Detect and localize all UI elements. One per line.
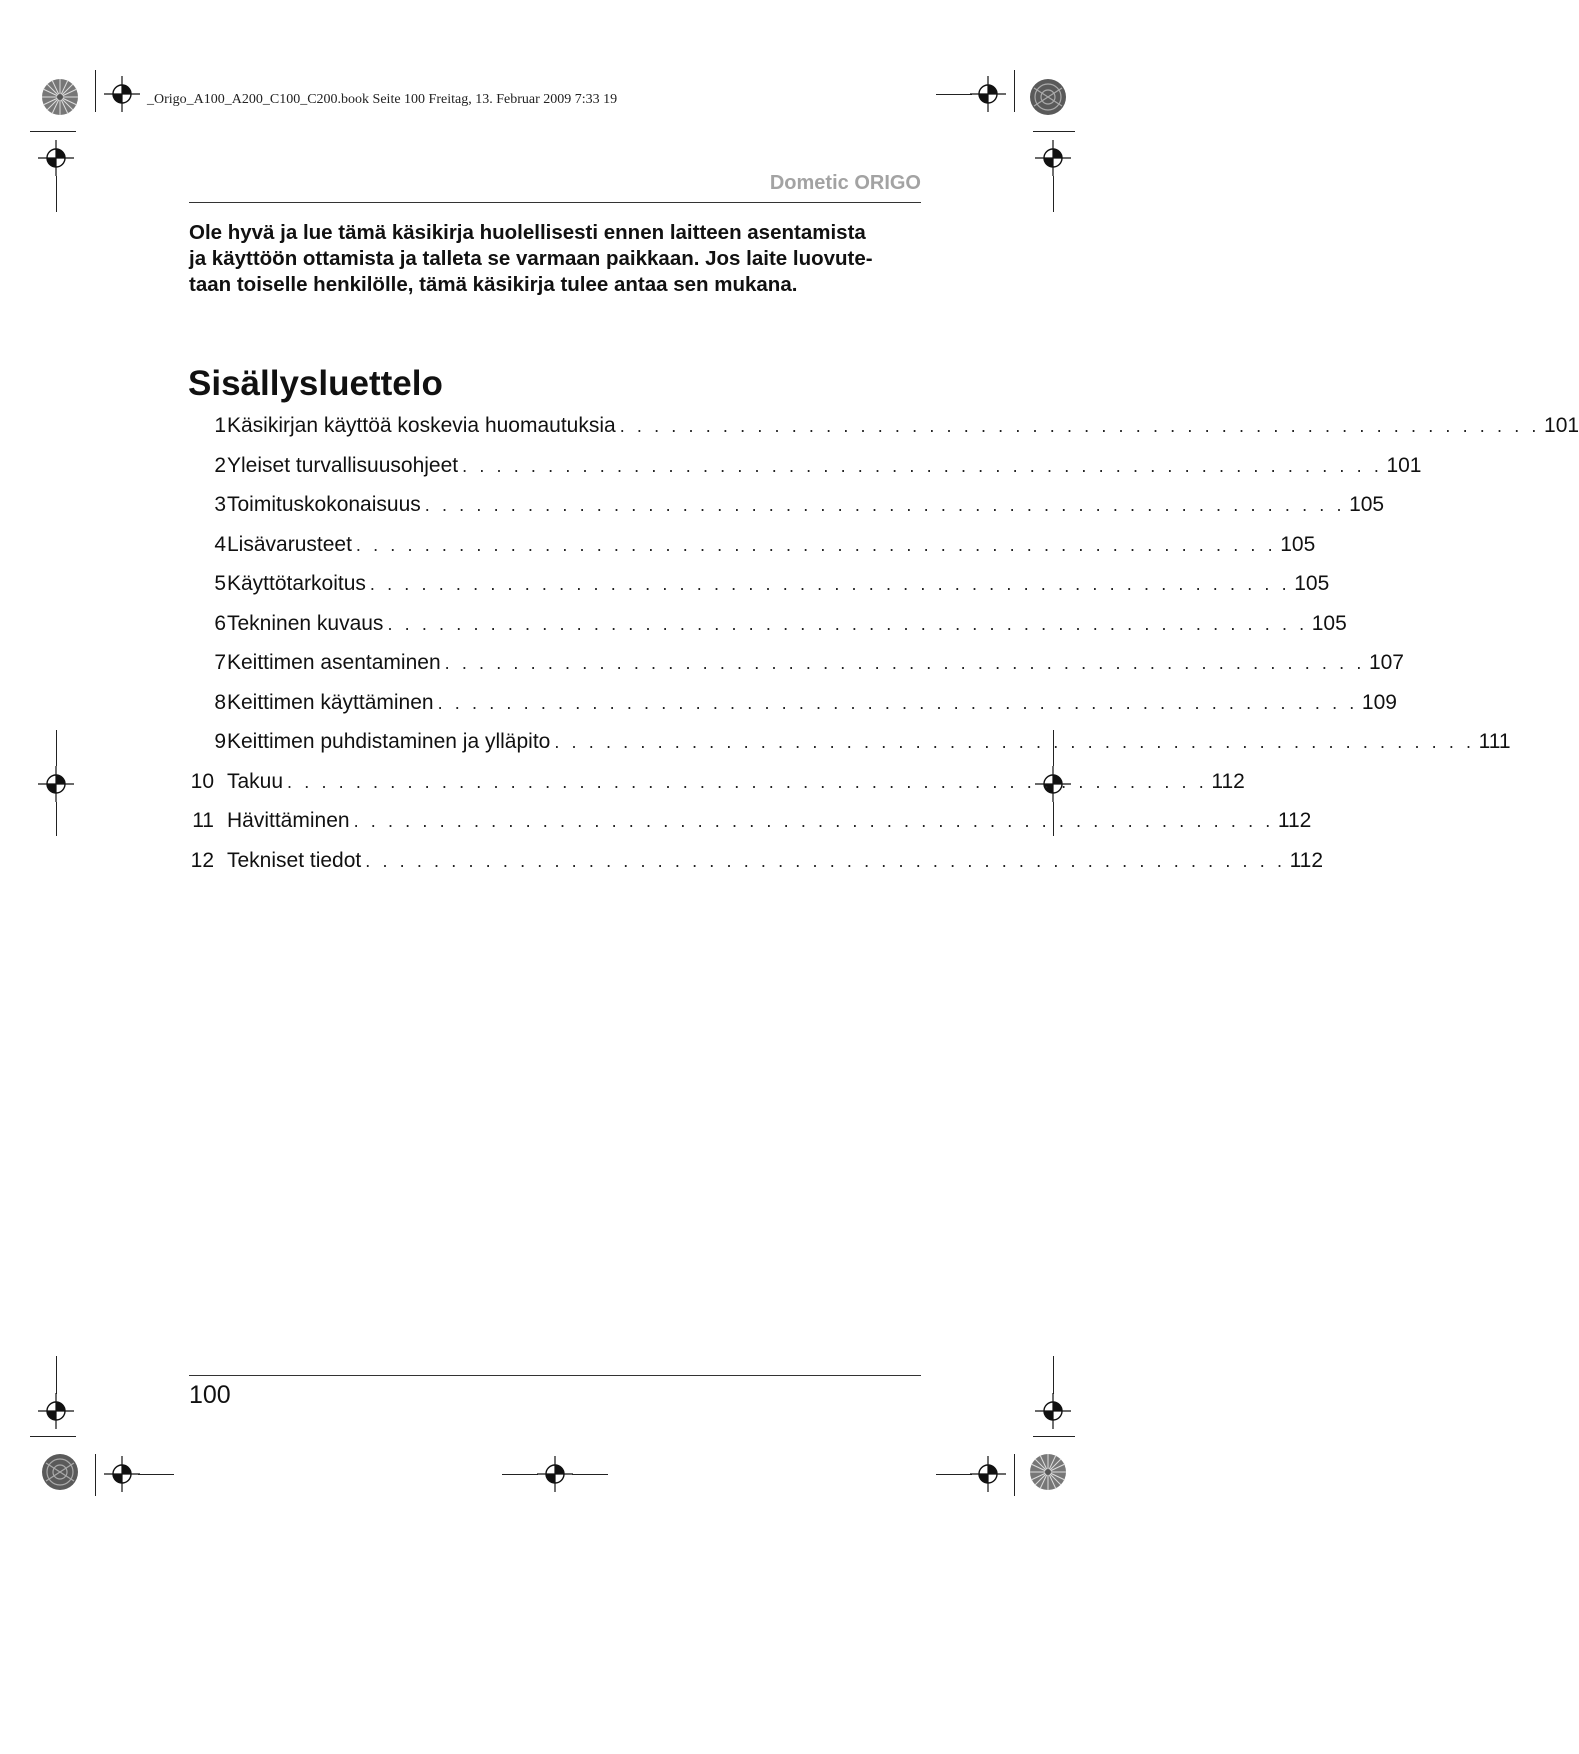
toc-leader-dots: . . . . . . . . . . . . . . . . . . . . . . . . . . . . . . . . . . . . . . . . . . . . . . . . . . . . . . [353, 811, 1274, 831]
brand-header: Dometic ORIGO [769, 172, 921, 194]
toc-entry-title: Takuu [227, 769, 284, 793]
toc-entry[interactable] [190, 493, 1385, 523]
registration-crosshair-icon [1035, 1393, 1071, 1429]
toc-entry-number: 5 [214, 572, 226, 595]
toc-entry-number: 10 [190, 769, 214, 793]
toc-entry-title: Tekninen kuvaus [227, 611, 384, 635]
registration-crosshair-icon [970, 76, 1006, 112]
toc-entry-number: 11 [192, 809, 214, 832]
toc-entry-page: 111 [1478, 730, 1511, 753]
notice-line: ja käyttöön ottamista ja talleta se varmaan paikkaan. Jos laite luovute- [189, 247, 873, 270]
toc-entry[interactable] [190, 690, 1397, 721]
safety-notice [189, 220, 925, 298]
toc-entry-title: Lisävarusteet [227, 532, 352, 556]
toc-leader-dots: . . . . . . . . . . . . . . . . . . . . . . . . . . . . . . . . . . . . . . . . . . . . . . . . . . . . . . [424, 495, 1346, 515]
toc-entry-number: 4 [214, 532, 226, 556]
toc-entry-page: 101 [1386, 453, 1422, 477]
print-slug: _Origo_A100_A200_C100_C200.book Seite 100 Freitag, 13. Februar 2009 7:33 19 [147, 92, 618, 107]
notice-line: Ole hyvä ja lue tämä käsikirja huolellisesti ennen laitteen asentamista [189, 221, 866, 244]
toc-entry-page: 105 [1349, 493, 1385, 516]
toc-entry-page: 105 [1280, 532, 1316, 556]
toc-entry[interactable] [190, 651, 1404, 681]
toc-entry-number: 6 [214, 611, 226, 635]
toc-entry[interactable] [190, 453, 1422, 484]
toc-entry-number: 3 [214, 493, 226, 516]
toc-entry-title: Tekniset tiedot [227, 848, 362, 872]
toc-entry-title: Hävittäminen [227, 809, 350, 832]
toc-leader-dots: . . . . . . . . . . . . . . . . . . . . . . . . . . . . . . . . . . . . . . . . . . . . . . . . . . . . . . [444, 653, 1365, 673]
registration-crosshair-icon [537, 1456, 573, 1492]
toc-entry[interactable] [190, 611, 1347, 642]
toc-entry-number: 2 [214, 453, 226, 477]
toc-entry-page: 101 [1544, 414, 1579, 437]
toc-leader-dots: . . . . . . . . . . . . . . . . . . . . . . . . . . . . . . . . . . . . . . . . . . . . . . . . . . . . . . [365, 850, 1286, 871]
color-rosette-icon [41, 1453, 79, 1491]
toc-entry-title: Toimituskokonaisuus [227, 493, 421, 516]
toc-entry-title: Keittimen käyttäminen [227, 690, 434, 714]
toc-entry-number: 7 [214, 651, 226, 674]
toc-entry[interactable] [190, 572, 1330, 602]
toc-leader-dots: . . . . . . . . . . . . . . . . . . . . . . . . . . . . . . . . . . . . . . . . . . . . . . . . . . . . . . [287, 771, 1208, 792]
registration-crosshair-icon [104, 76, 140, 112]
notice-line: taan toiselle henkilölle, tämä käsikirja tulee antaa sen mukana. [189, 273, 798, 296]
toc-entry[interactable] [190, 769, 1245, 800]
registration-crosshair-icon [970, 1456, 1006, 1492]
toc-leader-dots: . . . . . . . . . . . . . . . . . . . . . . . . . . . . . . . . . . . . . . . . . . . . . . . . . . . . . . [369, 574, 1291, 594]
toc-entry[interactable] [190, 414, 1579, 444]
toc-entry[interactable] [190, 848, 1324, 879]
toc-leader-dots: . . . . . . . . . . . . . . . . . . . . . . . . . . . . . . . . . . . . . . . . . . . . . . . . . . . . . . [387, 613, 1308, 634]
toc-entry-number: 12 [190, 848, 214, 872]
toc-entry-page: 112 [1289, 848, 1324, 872]
footer-rule [189, 1375, 921, 1376]
toc-entry-title: Keittimen puhdistaminen ja ylläpito [227, 730, 551, 753]
header-rule [189, 202, 921, 203]
toc-leader-dots: . . . . . . . . . . . . . . . . . . . . . . . . . . . . . . . . . . . . . . . . . . . . . . . . . . . . . . [437, 692, 1358, 713]
toc-entry-page: 105 [1294, 572, 1330, 595]
toc-entry-number: 8 [214, 690, 226, 714]
toc-entry[interactable] [190, 532, 1316, 563]
toc-leader-dots: . . . . . . . . . . . . . . . . . . . . . . . . . . . . . . . . . . . . . . . . . . . . . . . . . . . . . . [554, 732, 1475, 752]
registration-crosshair-icon [38, 766, 74, 802]
color-rosette-icon [1029, 1453, 1067, 1491]
toc-entry-page: 107 [1368, 651, 1404, 674]
registration-crosshair-icon [38, 1393, 74, 1429]
toc-entry-page: 112 [1277, 809, 1312, 832]
toc-entry[interactable] [190, 809, 1312, 839]
toc-entry-page: 112 [1211, 769, 1245, 793]
page-number: 100 [189, 1381, 231, 1409]
color-rosette-icon [1029, 78, 1067, 116]
toc-entry-number: 1 [214, 414, 226, 437]
toc-entry-title: Käsikirjan käyttöä koskevia huomautuksia [227, 414, 616, 437]
toc-title: Sisällysluettelo [188, 364, 443, 403]
toc-entry-title: Yleiset turvallisuusohjeet [227, 453, 459, 477]
registration-crosshair-icon [38, 140, 74, 176]
toc-entry[interactable] [190, 730, 1511, 760]
toc-entry-title: Keittimen asentaminen [227, 651, 441, 674]
toc-leader-dots: . . . . . . . . . . . . . . . . . . . . . . . . . . . . . . . . . . . . . . . . . . . . . . . . . . . . . . [619, 416, 1541, 436]
color-rosette-icon [41, 78, 79, 116]
toc-entry-page: 109 [1361, 690, 1397, 714]
toc-entry-title: Käyttötarkoitus [227, 572, 366, 595]
toc-leader-dots: . . . . . . . . . . . . . . . . . . . . . . . . . . . . . . . . . . . . . . . . . . . . . . . . . . . . . . [462, 455, 1383, 476]
registration-crosshair-icon [104, 1456, 140, 1492]
toc-entry-page: 105 [1311, 611, 1347, 635]
toc-leader-dots: . . . . . . . . . . . . . . . . . . . . . . . . . . . . . . . . . . . . . . . . . . . . . . . . . . . . . . [355, 534, 1277, 555]
registration-crosshair-icon [1035, 140, 1071, 176]
toc-entry-number: 9 [214, 730, 226, 753]
